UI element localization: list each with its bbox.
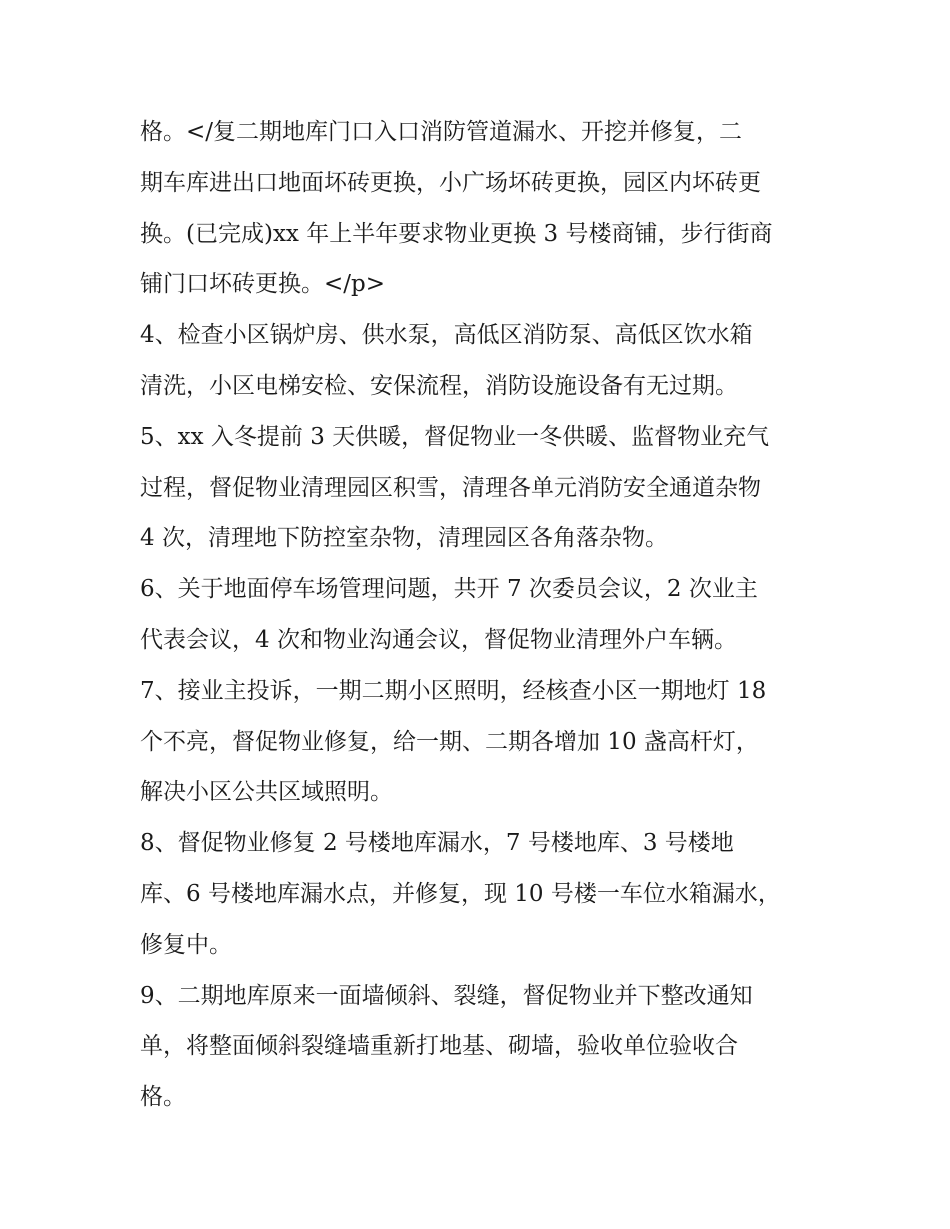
text-line: 4 次，清理地下防控室杂物，清理园区各角落杂物。 (140, 525, 668, 552)
text-line: 5、xx 入冬提前 3 天供暖，督促物业一冬供暖、监督物业充气 (140, 423, 770, 450)
text-line: 个不亮，督促物业修复，给一期、二期各增加 10 盏高杆灯， (140, 728, 759, 755)
text-line: 清洗，小区电梯安检、安保流程，消防设施设备有无过期。 (140, 372, 738, 399)
text-line: 格。 (140, 1084, 186, 1111)
paragraph-item-9 (140, 971, 820, 1123)
text-line: 修复中。 (140, 931, 232, 958)
text-line: 格。</复二期地库门口入口消防管道漏水、开挖并修复，二 (140, 119, 743, 145)
text-line: 9、二期地库原来一面墙倾斜、裂缝，督促物业并下整改通知 (140, 982, 753, 1009)
text-line: 过程，督促物业清理园区积雪，清理各单元消防安全通道杂物 (140, 474, 761, 501)
text-line: 换。(已完成)xx 年上半年要求物业更换 3 号楼商铺，步行街商 (140, 220, 773, 247)
document-body (140, 107, 820, 1123)
text-line: 铺门口坏砖更换。</p> (140, 271, 386, 298)
text-line: 8、督促物业修复 2 号楼地库漏水，7 号楼地库、3 号楼地 (140, 830, 734, 857)
paragraph-item-8 (140, 818, 820, 970)
text-line: 代表会议，4 次和物业沟通会议，督促物业清理外户车辆。 (140, 626, 737, 653)
paragraph-item-6 (140, 564, 820, 666)
text-line: 7、接业主投诉，一期二期小区照明，经核查小区一期地灯 18 (140, 677, 767, 704)
text-line: 库、6 号楼地库漏水点，并修复，现 10 号楼一车位水箱漏水， (140, 880, 781, 907)
text-line: 单，将整面倾斜裂缝墙重新打地基、砌墙，验收单位验收合 (140, 1033, 738, 1060)
text-line: 解决小区公共区域照明。 (140, 779, 393, 806)
paragraph-repairs-continued (140, 107, 820, 310)
paragraph-item-7 (140, 666, 820, 818)
text-line: 4、检查小区锅炉房、供水泵，高低区消防泵、高低区饮水箱 (140, 322, 753, 349)
text-line: 期车库进出口地面坏砖更换，小广场坏砖更换，园区内坏砖更 (140, 169, 761, 196)
paragraph-item-4 (140, 310, 820, 412)
text-line: 6、关于地面停车场管理问题，共开 7 次委员会议，2 次业主 (140, 576, 758, 603)
paragraph-item-5 (140, 412, 820, 564)
